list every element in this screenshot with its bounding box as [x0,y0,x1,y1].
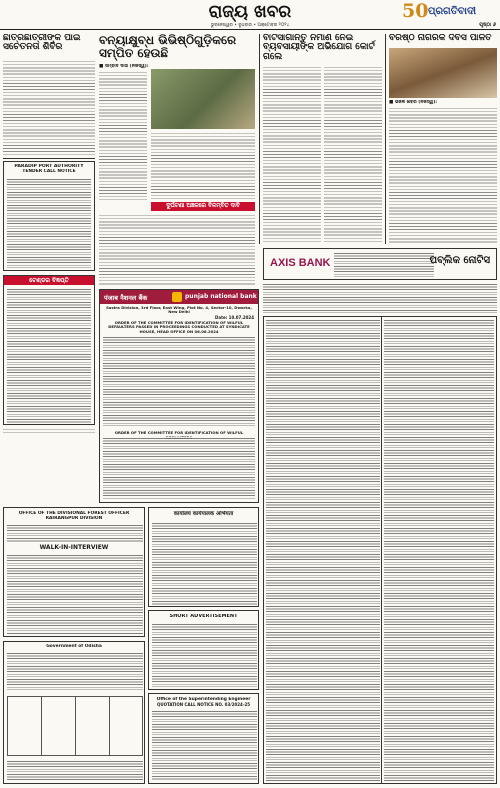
pnb-order-title-2: ORDER OF THE COMMITTEE FOR IDENTIFICATION OF WILFUL [114,430,244,435]
page-number: ପୃଷ୍ଠା ୬ [479,22,496,28]
lead-story-col-2 [151,132,255,201]
logo-anniversary-number: 50 [402,2,429,21]
tender-ad-title: ଟେଣ୍ଡର ବିଜ୍ଞପ୍ତି [4,276,94,285]
right-story-body [389,107,497,244]
hindi-notice-ad [148,507,259,607]
short-advertisement-title: SHORT ADVERTISEMENT [169,614,238,619]
lead-headline: ବନ୍ୟାକ୍ଷୁବ୍ଧ ଭିଭିଷ୍ଠିଗୁଡ଼ିକରେ ସମ୍ପିତ ହେଉଛି [99,34,237,60]
mid-story-body-1 [263,66,321,244]
right-story-photo [389,48,497,98]
left-top-story-body [3,60,95,155]
left-lower-story-body [3,428,95,433]
superintending-title: Office of the Superintending Engineer [156,697,251,702]
axis-bank-logo: AXIS BANK [270,257,331,269]
public-notice-title: ପବ୍ଲିକ ନୋଟିସ [429,255,490,266]
pnb-address: Sastra Division, 3rd Floor, East Wing, Plot No. 4, Sector-10, Dwarka, New Delhi [106,306,252,315]
lead-byline: ■ ସମ୍ବାଦ ଦାତା (ନିଜସ୍ୱ): [99,64,149,69]
pnb-hindi-name: पंजाब नैशनल बैंक [104,294,148,302]
lead-story-col-1 [99,71,147,201]
paradip-port-title: PARADIP PORT AUTHORITY [14,164,84,169]
short-advertisement-ad [148,610,259,690]
lead-subheadline: ଦୁର୍ଘଟଣା ଅଞ୍ଚଳରେ ବିଳମ୍ବିତ ଦାବି [151,202,255,211]
right-headline: ବରିଷ୍ଠ ନାଗରିକ ଦିବସ ପାଳିତ [389,34,492,43]
forest-office-title: OFFICE OF THE DIVISIONAL FOREST OFFICER [18,511,130,516]
agriculture-title: Government of Odisha [46,644,102,649]
paradip-port-ad [3,161,95,271]
left-top-headline: ଛାତ୍ରଛାତ୍ରୀଙ୍କ ପାଇଁ ସଚେତନତା ଶିବିର [3,34,81,53]
lead-sub-story-body [99,214,255,286]
newspaper-logo [402,2,498,21]
right-byline: ■ ଭିଜଳ ଖବର (ନିଜସ୍ୱ): [389,100,438,105]
tender-ad [3,275,95,425]
notice-table [263,316,497,784]
forest-office-ad [3,507,145,637]
walkin-title: WALK-IN-INTERVIEW [39,544,109,551]
axis-bank-ad [263,248,497,280]
quotation-call-title: QUOTATION CALL NOTICE NO. 03/2024-25 [156,702,251,708]
superintending-engineer-ad [148,693,259,784]
lead-story-photo [151,69,255,129]
axis-notice-intro [263,283,497,313]
logo-name: ପ୍ରଗତିବାଦୀ [428,6,477,17]
hindi-notice-title: कार्यालय कार्यपालक अभियंता [173,511,234,517]
pnb-logo-icon [172,292,182,302]
paradip-port-subtitle: TENDER CALL NOTICE [22,169,76,175]
section-title: ରାଜ୍ୟ ଖବର [208,2,292,22]
mid-story-body-2 [324,66,382,244]
mid-headline: ବାଟସାଗାନ୍ତୁ ନିର୍ମାଣ ନେଇ ବ୍ୟବସାୟୀଙ୍କ ଅଭିଯୋଗ କୋର୍ଟ ଗଲେ [263,34,375,62]
pnb-date: Date: 10.07.2024 [215,315,254,320]
pnb-english-name: punjab national bank [185,293,257,300]
forest-office-subtitle: RAIRANGPUR DIVISION [45,516,103,522]
dateline: ଭୁବନେଶ୍ୱର • ବୁଧବାର • ଅକ୍ଟୋବର ୨୦୨୪ [210,23,290,28]
pnb-order-title: ORDER OF THE COMMITTEE FOR IDENTIFICATION OF WILFUL DEFAULTERS PASSED IN PROCEEDINGS CONDUCTED AT SYNDICATE HOUSE, HEAD OFFICE ON 06.06.2024 [108,321,250,334]
agriculture-dept-ad [3,641,145,784]
pnb-ad [99,289,259,503]
